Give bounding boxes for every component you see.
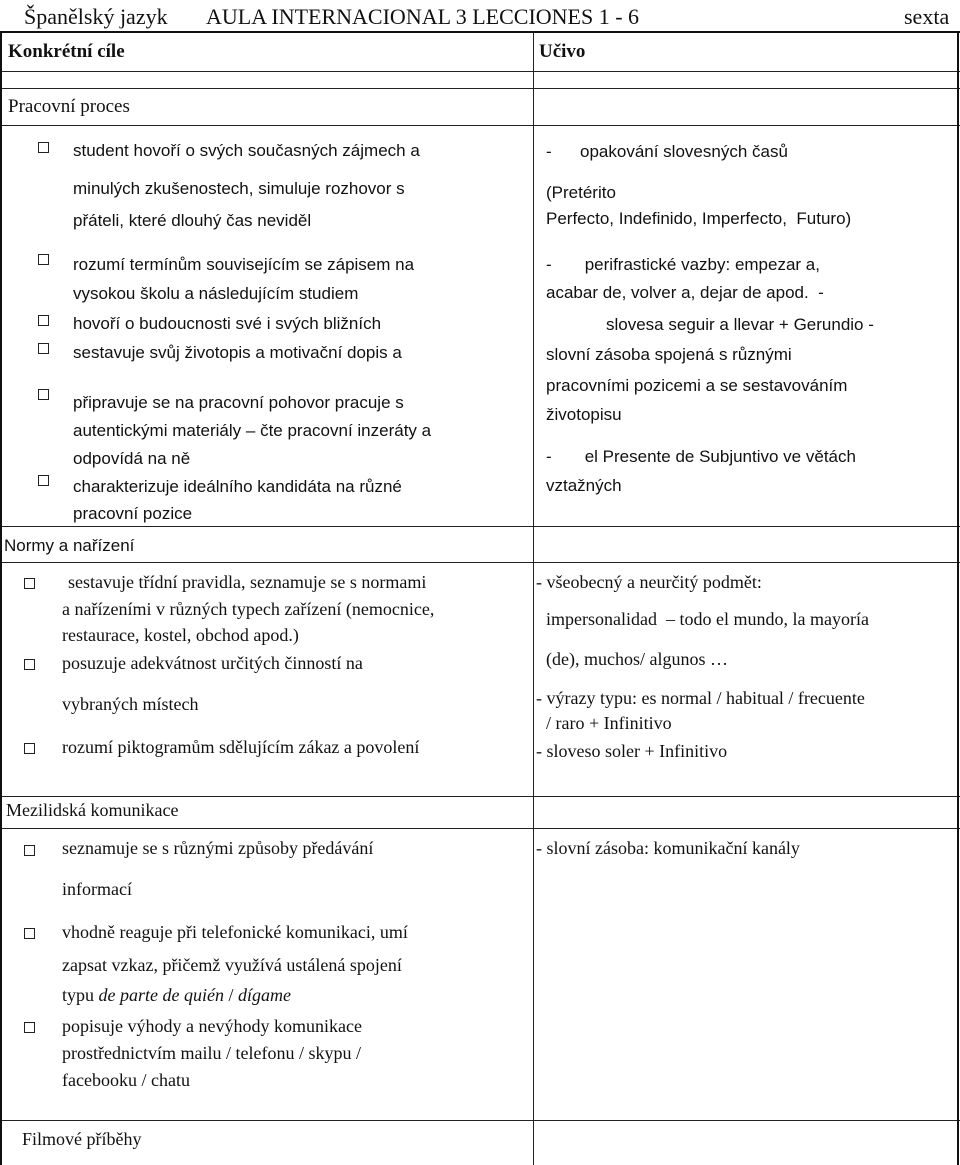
grade-label: sexta xyxy=(904,4,950,29)
goal-line-mixed xyxy=(62,985,291,1006)
content-line: pracovními pozicemi a se sestavováním xyxy=(546,376,848,395)
content-line: - výrazy typu: es normal / habitual / frecuente xyxy=(536,688,865,708)
goal-line-prefix: typu xyxy=(62,985,99,1005)
section-title-filmove-pribehy: Filmové příběhy xyxy=(22,1129,142,1149)
checkbox-icon xyxy=(24,928,35,939)
table-top-border xyxy=(0,31,960,33)
section-title-pracovni-proces: Pracovní proces xyxy=(8,96,130,117)
goal-line: student hovoří o svých současných zájmech a xyxy=(73,141,420,160)
content-line: (de), muchos/ algunos … xyxy=(546,649,728,669)
section-divider-3 xyxy=(0,796,960,797)
goal-line: facebooku / chatu xyxy=(62,1070,190,1090)
goal-line: seznamuje se s různými způsoby předávání xyxy=(62,838,374,858)
content-line: - slovní zásoba: komunikační kanály xyxy=(536,838,800,858)
content-line: slovesa seguir a llevar + Gerundio - xyxy=(606,315,874,334)
content-line: - perifrastické vazby: empezar a, xyxy=(546,255,820,274)
checkbox-icon xyxy=(38,315,49,326)
content-line: - el Presente de Subjuntivo ve větách xyxy=(546,447,856,466)
phrase-separator: / xyxy=(223,985,238,1005)
column-header-content: Učivo xyxy=(539,41,586,62)
table-right-border xyxy=(957,31,959,1165)
content-line: acabar de, volver a, dejar de apod. - xyxy=(546,283,824,302)
section-divider-2 xyxy=(0,526,960,527)
goal-line: popisuje výhody a nevýhody komunikace xyxy=(62,1016,362,1036)
content-line: - opakování slovesných časů xyxy=(546,142,788,161)
goal-line: hovoří o budoucnosti své i svých bližních xyxy=(73,314,382,333)
section-divider-1 xyxy=(0,88,960,89)
goal-line: sestavuje třídní pravidla, seznamuje se s normami xyxy=(68,572,427,592)
section-title-divider-2 xyxy=(0,562,960,563)
goal-line: pracovní pozice xyxy=(73,504,193,523)
goal-line: restaurace, kostel, obchod apod.) xyxy=(62,625,299,645)
section-title-divider-3 xyxy=(0,828,960,829)
goal-line: minulých zkušenostech, simuluje rozhovor s xyxy=(73,179,405,198)
checkbox-icon xyxy=(24,845,35,856)
checkbox-icon xyxy=(24,578,35,589)
goal-line: rozumí termínům souvisejícím se zápisem na xyxy=(73,255,415,274)
goal-line: vybraných místech xyxy=(62,694,199,714)
checkbox-icon xyxy=(24,659,35,670)
phrase-de-parte-de-quien: de parte de quién xyxy=(98,985,224,1005)
goal-line: a nařízeními v různých typech zařízení (nemocnice, xyxy=(62,599,435,619)
content-line: impersonalidad – todo el mundo, la mayoría xyxy=(546,609,869,629)
section-title-komunikace: Mezilidská komunikace xyxy=(6,800,179,820)
goal-line: odpovídá na ně xyxy=(73,449,191,468)
goal-line: autentickými materiály – čte pracovní inzeráty a xyxy=(73,421,432,440)
checkbox-icon xyxy=(38,475,49,486)
table-left-border xyxy=(0,31,2,1165)
checkbox-icon xyxy=(38,142,49,153)
goal-line: posuzuje adekvátnost určitých činností na xyxy=(62,653,363,673)
content-line: - sloveso soler + Infinitivo xyxy=(536,741,728,761)
goal-line: sestavuje svůj životopis a motivační dopis a xyxy=(73,343,402,362)
goal-line: vysokou školu a následujícím studiem xyxy=(73,284,359,303)
goal-line: charakterizuje ideálního kandidáta na různé xyxy=(73,477,402,496)
column-header-goals: Konkrétní cíle xyxy=(8,41,125,62)
subject-title: Španělský jazyk xyxy=(24,4,168,29)
content-line: slovní zásoba spojená s různými xyxy=(546,345,792,364)
content-line: (Pretérito xyxy=(546,183,616,202)
textbook-title: AULA INTERNACIONAL 3 LECCIONES 1 - 6 xyxy=(206,4,640,29)
goal-line: přáteli, které dlouhý čas neviděl xyxy=(73,211,312,230)
section-divider-4 xyxy=(0,1120,960,1121)
column-divider xyxy=(533,31,534,1165)
checkbox-icon xyxy=(24,1022,35,1033)
content-line: vztažných xyxy=(546,476,622,495)
goal-line: vhodně reaguje při telefonické komunikaci, umí xyxy=(62,922,408,942)
checkbox-icon xyxy=(38,343,49,354)
checkbox-icon xyxy=(38,389,49,400)
header-row-divider xyxy=(0,71,960,72)
content-line: životopisu xyxy=(546,405,622,424)
section-title-normy: Normy a nařízení xyxy=(4,536,135,555)
goal-line: rozumí piktogramům sdělujícím zákaz a povolení xyxy=(62,737,420,757)
content-line: Perfecto, Indefinido, Imperfecto, Futuro) xyxy=(546,209,852,228)
goal-line: připravuje se na pracovní pohovor pracuje s xyxy=(73,393,404,412)
content-line: / raro + Infinitivo xyxy=(546,713,672,733)
goal-line: prostřednictvím mailu / telefonu / skypu / xyxy=(62,1043,361,1063)
phrase-digame: dígame xyxy=(238,985,291,1005)
content-line: - všeobecný a neurčitý podmět: xyxy=(536,572,762,592)
goal-line: informací xyxy=(62,879,132,899)
goal-line: zapsat vzkaz, přičemž využívá ustálená spojení xyxy=(62,955,402,975)
checkbox-icon xyxy=(38,254,49,265)
section-title-divider-1 xyxy=(0,125,960,126)
checkbox-icon xyxy=(24,743,35,754)
